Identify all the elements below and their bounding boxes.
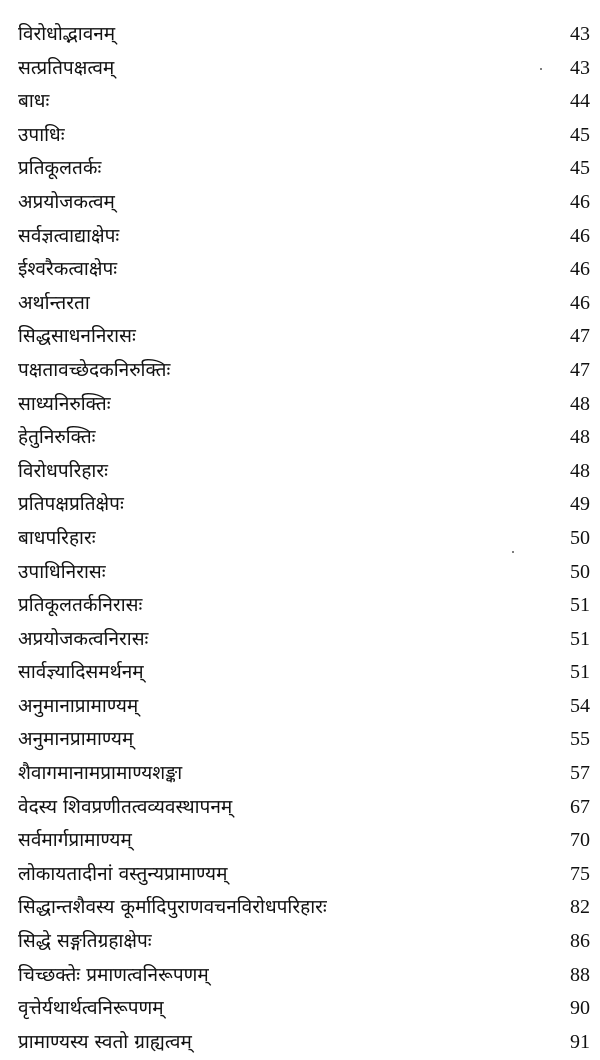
toc-entry-page: 75 [570, 862, 590, 885]
toc-entry-title: अनुमानप्रामाण्यम् [18, 728, 134, 751]
toc-entry-page: 43 [570, 23, 590, 45]
toc-entry-page: 91 [570, 1030, 590, 1053]
toc-entry [18, 522, 590, 556]
toc-entry-title: अनुमानाप्रामाण्यम् [18, 694, 139, 717]
toc-entry-title: उपाधिः [18, 123, 65, 146]
toc-entry [18, 858, 590, 892]
toc-entry [18, 1026, 590, 1060]
toc-entry-title: साध्यनिरुक्तिः [18, 392, 111, 415]
toc-entry-title: प्रतिकूलतर्कनिरासः [18, 594, 143, 617]
toc-entry [18, 589, 590, 623]
toc-entry-title: सिद्धे सङ्गतिग्रहाक्षेपः [18, 930, 152, 953]
toc-entry [18, 354, 590, 388]
toc-entry-page: 46 [570, 190, 590, 213]
toc-entry-page: 51 [570, 627, 590, 650]
toc-entry [18, 925, 590, 959]
toc-entry-title: प्रतिपक्षप्रतिक्षेपः [18, 493, 124, 516]
toc-entry [18, 119, 590, 153]
toc-entry [18, 85, 590, 119]
toc-entry-title: सर्वज्ञत्वाद्याक्षेपः [18, 224, 120, 247]
toc-entry-page: 49 [570, 493, 590, 516]
toc-entry-page: 50 [570, 526, 590, 549]
toc-entry-page: 55 [570, 728, 590, 751]
toc-entry-title: वेदस्य शिवप्रणीतत्वव्यवस्थापनम् [18, 795, 233, 818]
toc-entry [18, 656, 590, 690]
toc-entry-page: 90 [570, 997, 590, 1020]
toc-entry [18, 220, 590, 254]
toc-entry [18, 18, 590, 52]
toc-entry [18, 488, 590, 522]
scan-speck [512, 551, 514, 553]
toc-entry [18, 320, 590, 354]
toc-entry-title: पक्षतावच्छेदकनिरुक्तिः [18, 358, 171, 381]
toc-entry-title: उपाधिनिरासः [18, 560, 106, 583]
toc-entry-page: 46 [570, 258, 590, 281]
toc-entry-title: अर्थान्तरता [18, 291, 90, 314]
toc-entry-title: सत्प्रतिपक्षत्वम् [18, 56, 115, 79]
toc-entry-page: 88 [570, 963, 590, 986]
toc-entry-title: शैवागमानामप्रामाण्यशङ्का [18, 762, 183, 785]
toc-entry-title: वृत्तेर्यथार्थत्वनिरूपणम् [18, 997, 164, 1020]
toc-entry-title: विरोधपरिहारः [18, 459, 108, 482]
toc-entry [18, 791, 590, 825]
toc-entry [18, 757, 590, 791]
toc-entry-title: सर्वमार्गप्रामाण्यम् [18, 829, 132, 852]
toc-entry [18, 824, 590, 858]
toc-entry-page: 48 [570, 459, 590, 482]
toc-entry-page: 44 [570, 90, 590, 113]
toc-entry [18, 690, 590, 724]
scan-speck [540, 68, 542, 70]
toc-entry-title: लोकायतादीनां वस्तुन्यप्रामाण्यम् [18, 862, 228, 885]
toc-entry [18, 959, 590, 993]
toc-entry [18, 287, 590, 321]
toc-entry-title: बाधपरिहारः [18, 526, 96, 549]
toc-entry-page: 51 [570, 594, 590, 617]
toc-entry-page: 48 [570, 392, 590, 415]
toc-entry-page: 45 [570, 157, 590, 180]
toc-entry-title: चिच्छक्तेः प्रमाणत्वनिरूपणम् [18, 963, 209, 986]
toc-entry-page: 47 [570, 358, 590, 381]
toc-entry-page: 57 [570, 762, 590, 785]
toc-entry-title: हेतुनिरुक्तिः [18, 426, 96, 449]
toc-entry [18, 723, 590, 757]
toc-entry-page: 47 [570, 325, 590, 348]
toc-entry-page: 45 [570, 123, 590, 146]
toc-entry [18, 52, 590, 86]
toc-entry-title: अप्रयोजकत्वनिरासः [18, 627, 149, 650]
toc-entry-page: 43 [570, 56, 590, 79]
toc-entry [18, 421, 590, 455]
toc-entry-page: 50 [570, 560, 590, 583]
toc-entry [18, 891, 590, 925]
toc-entry-title: प्रतिकूलतर्कः [18, 157, 102, 180]
toc-entry-title: सिद्धान्तशैवस्य कूर्मादिपुराणवचनविरोधपरिहारः [18, 896, 327, 919]
toc-entry-page: 46 [570, 291, 590, 314]
toc-entry-page: 86 [570, 930, 590, 953]
toc-entry [18, 556, 590, 590]
toc-entry-page: 46 [570, 224, 590, 247]
toc-entry-title: सार्वज्ञ्यादिसमर्थनम् [18, 661, 144, 684]
toc-entry-title: बाधः [18, 90, 50, 113]
table-of-contents [18, 18, 590, 1059]
toc-entry-page: 67 [570, 795, 590, 818]
toc-entry-page: 82 [570, 896, 590, 919]
toc-entry-title: अप्रयोजकत्वम् [18, 190, 115, 213]
toc-entry-title: सिद्धसाधननिरासः [18, 325, 136, 348]
toc-entry-page: 70 [570, 829, 590, 852]
toc-entry [18, 992, 590, 1026]
toc-entry [18, 152, 590, 186]
toc-entry [18, 455, 590, 489]
toc-entry [18, 253, 590, 287]
toc-entry [18, 388, 590, 422]
toc-entry-title: ईश्वरैकत्वाक्षेपः [18, 258, 118, 281]
toc-entry [18, 186, 590, 220]
toc-entry-title: विरोधोद्भावनम् [18, 23, 116, 45]
toc-entry-page: 54 [570, 694, 590, 717]
toc-entry-page: 48 [570, 426, 590, 449]
toc-entry-page: 51 [570, 661, 590, 684]
toc-entry [18, 623, 590, 657]
toc-entry-title: प्रामाण्यस्य स्वतो ग्राह्यत्वम् [18, 1030, 192, 1053]
